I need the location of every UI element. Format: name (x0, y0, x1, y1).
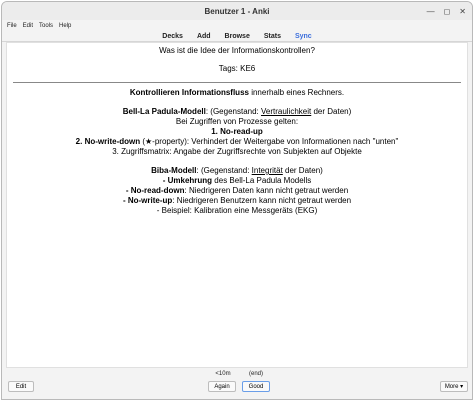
minimize-icon[interactable]: — (426, 6, 435, 16)
edit-button[interactable]: Edit (8, 381, 34, 392)
anki-window (1, 1, 473, 400)
bell-rule1: 1. No-read-up (211, 127, 263, 136)
bell-rule2 (7, 137, 467, 147)
menu-help[interactable]: Help (59, 22, 72, 29)
biba-line3 (7, 196, 467, 206)
bell-pre: : (Gegenstand: (205, 107, 261, 116)
biba-title (7, 166, 467, 176)
good-interval: (end) (248, 371, 263, 377)
biba-subject: Integrität (251, 166, 283, 175)
bell-post: der Daten) (311, 107, 352, 116)
toolbar-browse[interactable]: Browse (224, 32, 250, 40)
heading-rest: innerhalb eines Rechners. (248, 88, 345, 97)
close-icon[interactable]: ✕ (459, 6, 466, 16)
review-bottom-bar (2, 369, 472, 400)
biba-name: Biba-Modell (151, 166, 197, 175)
menu-file[interactable]: File (7, 22, 17, 29)
menu-tools[interactable]: Tools (39, 22, 54, 29)
more-button[interactable]: More ▾ (440, 381, 468, 392)
biba-line2 (7, 186, 467, 196)
toolbar-add[interactable]: Add (196, 32, 211, 40)
biba-line1-rest: des Bell-La Padula Modells (212, 176, 312, 185)
toolbar-sync[interactable]: Sync (294, 32, 312, 40)
card-content (6, 42, 468, 368)
title-bar (2, 2, 472, 21)
menu-edit[interactable]: Edit (22, 22, 34, 29)
bell-rule3: 3. Zugriffsmatrix: Angabe der Zugriffsrechte von Subjekten auf Objekte (112, 147, 362, 156)
heading-bold: Kontrollieren Informationsfluss (129, 88, 249, 97)
again-button[interactable]: Again (208, 381, 236, 392)
biba-line4: - Beispiel: Kalibration eine Messgeräts (EKG) (156, 206, 318, 215)
answer-heading (7, 88, 467, 98)
window-controls (427, 2, 466, 20)
bell-line2: Bei Zugriffen von Prozesse gelten: (175, 117, 299, 126)
bell-title (7, 107, 467, 117)
maximize-icon[interactable]: ◻ (443, 6, 451, 16)
main-toolbar (2, 31, 472, 42)
biba-line1-bold: - Umkehrung (162, 176, 213, 185)
biba-pre: : (Gegenstand: (196, 166, 252, 175)
biba-line2-bold: - No-read-down (125, 186, 185, 195)
answer-divider (13, 82, 461, 83)
biba-line3-bold: - No-write-up (122, 196, 173, 205)
again-interval: <10m (215, 371, 231, 377)
card-tags: Tags: KE6 (218, 64, 256, 73)
card-question: Was ist die Idee der Informationskontrollen? (159, 46, 315, 55)
bell-rule2-bold: 2. No-write-down (75, 137, 141, 146)
good-button[interactable]: Good (242, 381, 270, 392)
biba-post: der Daten) (282, 166, 323, 175)
biba-line1 (7, 176, 467, 186)
menu-bar (2, 20, 472, 31)
biba-line2-rest: : Niedrigeren Daten kann nicht getraut werden (184, 186, 349, 195)
toolbar-stats[interactable]: Stats (263, 32, 281, 40)
biba-line3-rest: : Niedrigeren Benutzern kann nicht getraut werden (172, 196, 352, 205)
toolbar-decks[interactable]: Decks (162, 32, 183, 40)
bell-subject: Vertraulichkeit (261, 107, 312, 116)
bell-name: Bell-La Padula-Modell (122, 107, 206, 116)
bell-rule2-rest: (★-property): Verhindert der Weitergabe von Informationen nach "unten" (140, 137, 399, 146)
window-title: Benutzer 1 - Anki (204, 6, 270, 16)
